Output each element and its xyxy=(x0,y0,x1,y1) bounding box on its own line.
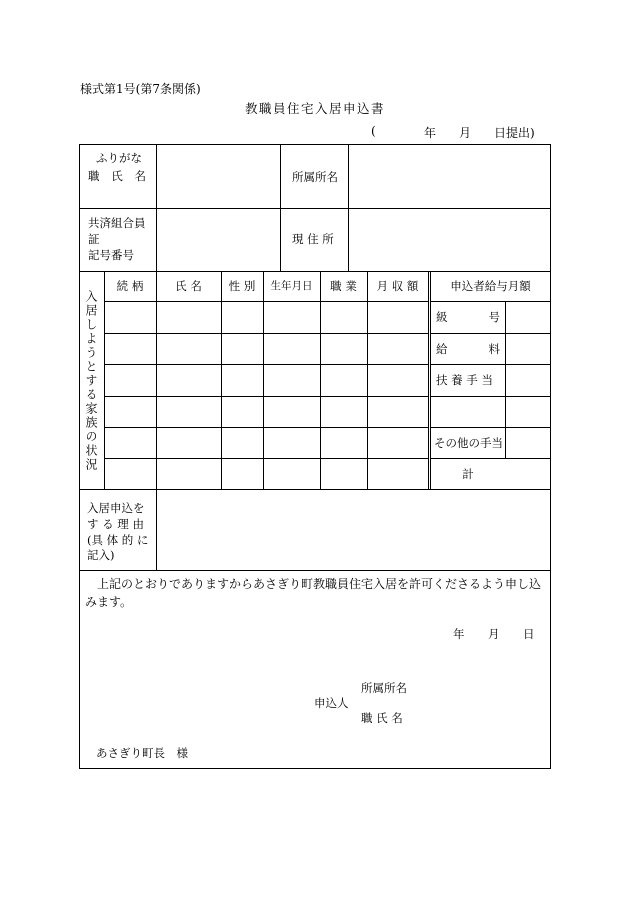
family-row-line-1 xyxy=(104,301,429,302)
current-address-label: 現 住 所 xyxy=(292,232,334,246)
line-after-family-table xyxy=(80,489,550,490)
name-label: 職 氏 名 xyxy=(88,169,146,183)
submit-month-label: 月 xyxy=(459,126,472,140)
decl-name-label: 職 氏 名 xyxy=(361,711,403,725)
submit-year-label: 年 xyxy=(424,126,437,140)
col-occupation: 職 業 xyxy=(330,279,357,293)
application-form-frame xyxy=(79,144,551,769)
decl-applicant-label: 申込人 xyxy=(314,696,349,710)
decl-department-label: 所属所名 xyxy=(361,681,407,695)
line-after-address-row xyxy=(80,271,550,272)
salary-row-line-2 xyxy=(431,333,550,334)
family-col-line-1 xyxy=(156,271,157,570)
family-salary-divider xyxy=(428,271,431,489)
line-top-col2 xyxy=(280,145,281,271)
family-col-line-3 xyxy=(263,271,264,489)
furigana-label: ふりがな xyxy=(96,151,142,165)
salary-base-label: 給 料 xyxy=(436,342,500,356)
department-label: 所属所名 xyxy=(292,170,338,184)
record-number-label: 記号番号 xyxy=(88,248,134,262)
salary-row-line-4 xyxy=(431,396,550,397)
family-row-line-4 xyxy=(104,396,429,397)
salary-header: 申込者給与月額 xyxy=(450,279,531,293)
col-birthdate: 生年月日 xyxy=(270,280,313,292)
salary-row-line-6 xyxy=(431,458,550,459)
line-top-col3 xyxy=(348,145,349,271)
decl-addressee: あさぎり町長 様 xyxy=(96,746,188,760)
family-col-line-5 xyxy=(367,271,368,489)
family-row-line-3 xyxy=(104,364,429,365)
family-col-line-4 xyxy=(320,271,321,489)
submit-date-open: ( xyxy=(371,124,376,138)
col-relationship: 続 柄 xyxy=(116,279,144,293)
salary-other-allowance-label: その他の手当 xyxy=(434,436,503,450)
salary-row-line-5 xyxy=(431,427,550,428)
family-col-line-2 xyxy=(221,271,222,489)
family-row-line-6 xyxy=(104,458,429,459)
salary-row-line-3 xyxy=(431,364,550,365)
submit-day-label: 日提出) xyxy=(494,126,535,140)
line-after-reason xyxy=(80,570,550,571)
form-number: 様式第1号(第7条関係) xyxy=(80,82,201,96)
col-gender: 性 別 xyxy=(228,279,256,293)
family-row-line-2 xyxy=(104,333,429,334)
line-after-name-row xyxy=(80,208,550,209)
reason-label-line3: (具 体 的 に xyxy=(87,533,149,547)
family-label-divider xyxy=(104,271,105,489)
form-title: 教職員住宅入居申込書 xyxy=(244,101,385,116)
family-section-label: 入居しようとする家族の状況 xyxy=(84,290,98,472)
reason-label-line1: 入居申込を xyxy=(87,501,145,515)
salary-value-divider xyxy=(505,301,506,458)
col-name: 氏 名 xyxy=(175,279,202,293)
salary-dependent-allowance-label: 扶 養 手 当 xyxy=(436,373,493,387)
family-row-line-5 xyxy=(104,427,429,428)
reason-label-line2: す る 理 由 xyxy=(87,517,144,531)
salary-grade-label: 級 号 xyxy=(436,310,500,324)
mutual-aid-card-label-line1: 共済組合員 xyxy=(88,216,146,230)
line-top-col1 xyxy=(156,145,157,271)
mutual-aid-card-label-line2: 証 xyxy=(88,232,100,246)
reason-label-line4: 記入) xyxy=(87,548,115,562)
salary-row-line-1 xyxy=(431,301,550,302)
decl-year-label: 年 xyxy=(453,627,465,641)
declaration-text: 上記のとおりでありますからあさぎり町教職員住宅入居を許可くださるよう申し込みます。 xyxy=(85,577,542,609)
col-monthly-income: 月 収 額 xyxy=(376,279,419,293)
salary-total-label: 計 xyxy=(462,467,474,481)
decl-day-label: 日 xyxy=(523,627,535,641)
decl-month-label: 月 xyxy=(488,627,500,641)
